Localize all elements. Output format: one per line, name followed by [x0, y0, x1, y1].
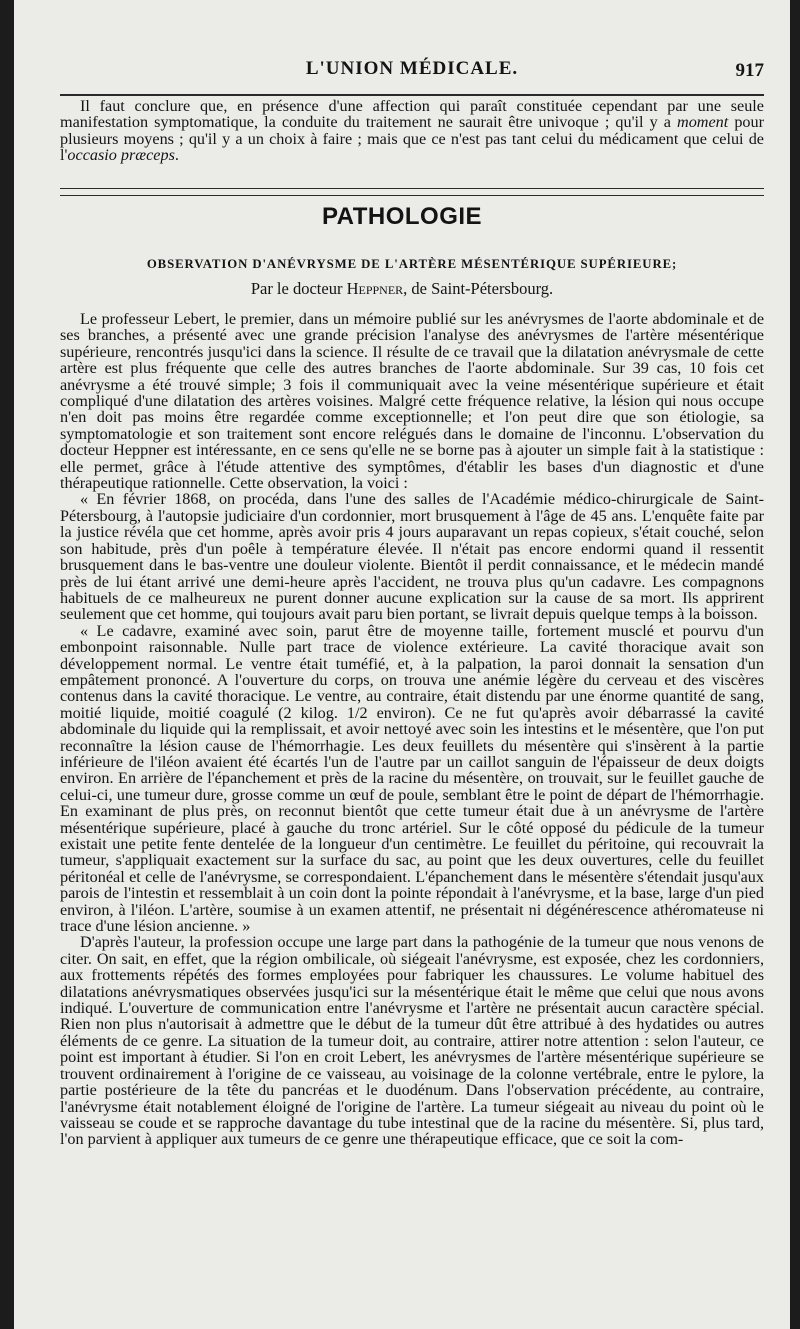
running-title: L'UNION MÉDICALE. — [305, 58, 519, 79]
intro-text-1: Il faut conclure que, en présence d'une affection qui paraît constituée cependant par une seule manifestation symptomatique, la conduite du traitement ne saurait être univoque ; qu'il y a — [60, 97, 764, 132]
intro-text-2: pour plusieurs moyens ; qu'il y a un choix à faire ; mais que ce n'est pas tant celui du médicament que celui de l' — [60, 113, 765, 165]
author-name: Heppner — [346, 279, 404, 298]
byline — [14, 279, 790, 299]
intro-italic-2: occasio præceps — [67, 146, 175, 165]
section-title: PATHOLOGIE — [321, 203, 483, 230]
body-paragraph-1: Le professeur Lebert, le premier, dans un mémoire publié sur les anévrysmes de l'aorte abdominale et de ses branches, a présenté avec une grande précision l'analyse des anévrysmes de l'artère mésentérique supérieure, rencontrés jusqu'ici dans la science. Il résulte de ce travail que la dilatation anévrysmale de cette artère est plus fréquente que celle des autres branches de l'aorte abdominale. Sur 39 cas, 10 fois cet anévrysme a été trouvé simple; 3 fois il communiquait avec la veine mésentérique supérieure et était compliqué d'une dilatation des artères voisines. Malgré cette fréquence relative, la lésion qui nous occupe n'en doit pas moins être regardée comme exceptionnelle; et l'on peut dire que son étiologie, sa symptomatologie et son traitement sont encore relégués dans le domaine de l'inconnu. L'observation du docteur Heppner est intéressante, en ce sens qu'elle ne se borne pas à ajouter un simple fait à la statistique : elle permet, grâce à l'étude attentive des symptômes, d'établir les bases d'un diagnostic et d'une thérapeutique rationnelle. Cette observation, la voici : — [60, 310, 764, 493]
article-body — [60, 311, 764, 1148]
article-title: OBSERVATION D'ANÉVRYSME DE L'ARTÈRE MÉSENTÉRIQUE SUPÉRIEURE; — [146, 257, 678, 271]
section-divider — [60, 188, 764, 196]
page-header — [60, 58, 764, 88]
body-paragraph-4: D'après l'auteur, la profession occupe une large part dans la pathogénie de la tumeur que nous venons de citer. On sait, en effet, que la région ombilicale, où siégeait l'anévrysme, est exposée, chez les cordonniers, aux frottements répétés des formes employées pour fabriquer les chaussures. Le volume habituel des dilatations anévrysmatiques observées jusqu'ici sur la mésentérique était le même que celui que nous avons indiqué. L'ouverture de communication entre l'anévrysme et l'artère ne présentait aucun caractère spécial. Rien non plus n'autorisait à admettre que le début de la tumeur dût être attribué à des hydatides ou autres éléments de ce genre. La situation de la tumeur doit, au contraire, attirer notre attention : selon l'auteur, ce point est important à étudier. Si l'on en croit Lebert, les anévrysmes de l'artère mésentérique supérieure se trouvent ordinairement à l'origine de ce vaisseau, au voisinage de la colonne vertébrale, entre le pylore, la partie postérieure de la tête du pancréas et le duodénum. Dans l'observation précédente, au contraire, l'anévrysme était notablement éloigné de l'origine de l'artère. La tumeur siégeait au niveau du point où le vaisseau se coude et se rapproche davantage du tube intestinal que de la racine du mésentère. Si, plus tard, l'on parvient à appliquer aux tumeurs de ce genre une thérapeutique efficace, que ce soit la com- — [60, 933, 764, 1149]
journal-page — [14, 0, 790, 1329]
intro-paragraph — [60, 98, 764, 164]
body-paragraph-2: « En février 1868, on procéda, dans l'une des salles de l'Académie médico-chirurgicale de Saint-Pétersbourg, à l'autopsie judiciaire d'un cordonnier, mort brusquement à l'âge de 45 ans. L'enquête faite par la justice révéla que cet homme, après avoir pris 4 jours auparavant un repas copieux, s'était couché, selon son habitude, près d'un poêle à température élevée. Il n'était pas encore endormi quand il ressentit brusquement dans le bas-ventre une douleur violente. Bientôt il perdit connaissance, et le médecin mandé près de lui étant arrivé une demi-heure après l'accident, ne trouva plus qu'un cadavre. Les compagnons habituels de ce malheureux ne purent donner aucune explication sur la cause de sa mort. Ils apprirent seulement que cet homme, qui toujours avait paru bien portant, se livrait depuis quelque temps à la boisson. — [60, 490, 764, 624]
byline-suffix: , de Saint-Pétersbourg. — [403, 279, 554, 298]
byline-prefix: Par le docteur — [250, 279, 347, 298]
intro-text-3: . — [174, 146, 179, 165]
body-paragraph-3: « Le cadavre, examiné avec soin, parut être de moyenne taille, fortement musclé et pourvu d'un embonpoint raisonnable. Nulle part trace de violence extérieure. La cavité thoracique avait son développement normal. Le ventre était tuméfié, et, à la palpation, la paroi donnait la sensation d'un empâtement prononcé. A l'ouverture du corps, on trouva une anémie légère du cerveau et des viscères contenus dans la cavité thoracique. Le ventre, au contraire, était distendu par une énorme quantité de sang, moitié liquide, moitié coagulé (2 kilog. 1/2 environ). Ce ne fut qu'après avoir débarrassé la cavité abdominale du liquide qui la remplissait, et avoir nettoyé avec soin les intestins et le mésentère, que l'on put reconnaître la lésion cause de l'hémorrhagie. Les deux feuillets du mésentère qui s'insèrent à la partie inférieure de l'iléon avaient été écartés l'un de l'autre par un caillot sanguin de l'épaisseur de deux doigts environ. En arrière de l'épanchement et près de la racine du mésentère, on trouvait, sur le feuillet gauche de celui-ci, une tumeur dure, grosse comme un œuf de poule, semblant être le point de départ de l'hémorrhagie. En examinant de plus près, on reconnut bientôt que cette tumeur était due à un anévrysme de l'artère mésentérique supérieure, placé à gauche du tronc artériel. Sur le côté opposé du pédicule de la tumeur existait une petite fente dentelée de la longueur d'un centimètre. Le feuillet du péritoine, qui recouvrait la tumeur, s'appliquait exactement sur la surface du sac, au point que les deux ouvertures, celle du feuillet péritonéal et celle de l'anévrysme, se correspondaient. L'épanchement dans le mésentère s'étendait jusqu'aux parois de l'intestin et ressemblait à un coin dont la pointe répondait à l'anévrysme, et la base, large d'un pied environ, à l'iléon. L'artère, soumise à un examen attentif, ne présentait ni dégénérescence athéromateuse ni trace d'une lésion ancienne. » — [60, 621, 764, 936]
page-number: 917 — [735, 60, 764, 81]
header-rule — [60, 94, 764, 96]
intro-italic-1: moment — [677, 113, 729, 132]
